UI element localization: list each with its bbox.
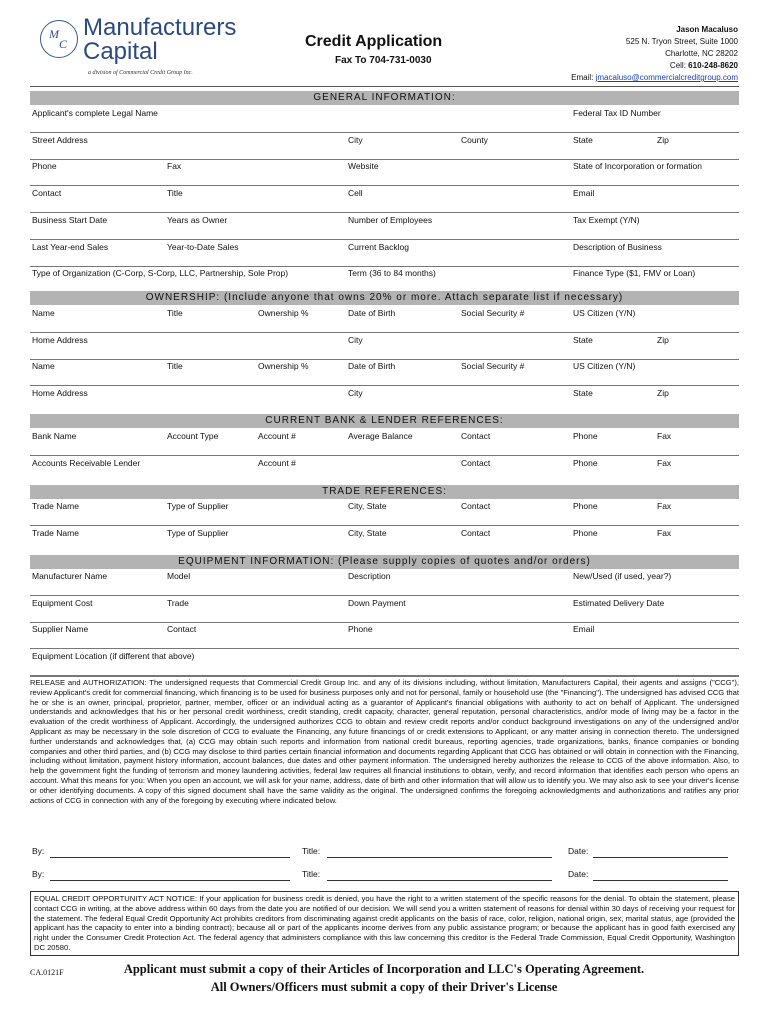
field-label: Trade Name <box>32 527 79 538</box>
general-field-row[interactable] <box>30 186 739 213</box>
bank-field-row[interactable] <box>30 456 739 482</box>
form-code: CA.0121F <box>30 968 64 977</box>
field-label: Equipment Location (if different that above) <box>32 651 195 662</box>
date-field[interactable] <box>593 857 728 858</box>
field-label: US Citizen (Y/N) <box>573 308 636 318</box>
field-label: Name <box>32 308 55 318</box>
contact-name: Jason Macaluso <box>676 25 738 34</box>
title-field[interactable] <box>327 857 552 858</box>
field-label: Home Address <box>32 388 88 399</box>
ownership-field-row[interactable] <box>30 333 739 360</box>
field-label: Account # <box>258 431 296 441</box>
equipment-field-row[interactable] <box>30 649 739 676</box>
logo-subtitle: a division of Commercial Credit Group Inc. <box>88 70 193 76</box>
field-label: State of Incorporation or formation <box>573 161 702 172</box>
section-bank: CURRENT BANK & LENDER REFERENCES: <box>30 414 739 428</box>
field-label: Average Balance <box>348 431 413 441</box>
by-label: By: <box>32 869 45 879</box>
page-title: Credit Application <box>305 33 443 50</box>
date-label: Date: <box>568 869 589 879</box>
field-label: Phone <box>348 624 373 635</box>
field-label: Zip <box>657 134 669 145</box>
ecoa-notice: EQUAL CREDIT OPPORTUNITY ACT NOTICE: If your application for business credit is denied, you have the right to a written statement of the specific reasons for the denial. To obtain the statement, please contact CCG in writing, at the above address within 60 days from the date you are notified of our decision. We will send you a written statement of reasons for denial within 30 days of receiving your request for the statement. The federal Equal Credit Opportunity Act prohibits creditors from discriminating against credit applicants on the basis of race, color, religion, national origin, sex, marital status, age (provided the applicant has the capacity to enter into a binding contract); because all or part of the applicants income derives from any public assistance program; or because the applicant has in good faith exercised any right under the Consumer Credit Protection Act. The federal agency that administers compliance with this law concerning this creditor is the Federal Trade Commission, Equal Credit Opportunity, Washington DC 20580. <box>30 891 739 956</box>
title-field[interactable] <box>327 880 552 881</box>
header-divider <box>30 86 739 87</box>
field-label: Fax <box>657 501 672 511</box>
by-label: By: <box>32 846 45 856</box>
field-label: Email <box>573 624 595 635</box>
date-field[interactable] <box>593 880 728 881</box>
title-label: Title: <box>302 869 321 879</box>
field-label: Contact <box>461 527 491 538</box>
date-label: Date: <box>568 846 589 856</box>
field-label: Contact <box>461 501 491 511</box>
contact-block <box>478 24 738 84</box>
email-label: Email: <box>571 73 594 82</box>
field-label: Ownership % <box>258 308 309 318</box>
field-label: Type of Supplier <box>167 527 229 538</box>
field-label: Fax <box>657 431 672 441</box>
cell-label: Cell: <box>669 61 686 70</box>
general-field-row[interactable] <box>30 240 739 267</box>
footer-notice-1: Applicant must submit a copy of their Articles of Incorporation and LLC's Operating Agreement. <box>123 962 645 976</box>
field-label: Contact <box>461 457 491 468</box>
logo-name-line2: Capital <box>83 38 158 65</box>
field-label: Fax <box>167 161 182 172</box>
field-label: Title <box>167 188 183 199</box>
field-label: Type of Organization (C-Corp, S-Corp, LLC, Partnership, Sole Prop) <box>32 268 289 279</box>
field-label: Bank Name <box>32 431 77 441</box>
field-label: Social Security # <box>461 308 525 318</box>
general-field-row[interactable] <box>30 266 739 292</box>
field-label: State <box>573 134 593 145</box>
field-label: Term (36 to 84 months) <box>348 268 436 279</box>
field-label: Manufacturer Name <box>32 571 108 581</box>
logo-name-line1: Manufacturers <box>83 14 237 41</box>
field-label: City <box>348 334 363 345</box>
field-label: Last Year-end Sales <box>32 241 109 252</box>
field-label: Applicant's complete Legal Name <box>32 108 158 118</box>
signature-line-2 <box>30 869 739 883</box>
field-label: Ownership % <box>258 361 309 372</box>
field-label: Description <box>348 571 391 581</box>
field-label: Years as Owner <box>167 214 228 225</box>
field-label: Supplier Name <box>32 624 89 635</box>
field-label: Contact <box>461 431 491 441</box>
field-label: City <box>348 134 363 145</box>
field-label: State <box>573 388 593 399</box>
email-link[interactable]: jmacaluso@commercialcreditgroup.com <box>595 73 738 82</box>
field-label: City, State <box>348 501 387 511</box>
equipment-field-row[interactable] <box>30 569 739 596</box>
field-label: Description of Business <box>573 241 662 252</box>
field-label: Account # <box>258 457 296 468</box>
field-label: Year-to-Date Sales <box>167 241 239 252</box>
field-label: Name <box>32 361 55 372</box>
section-general: GENERAL INFORMATION: <box>30 91 739 105</box>
contact-cell <box>478 60 738 72</box>
field-label: Contact <box>167 624 197 635</box>
field-label: Type of Supplier <box>167 501 229 511</box>
field-label: Current Backlog <box>348 241 409 252</box>
footer-notice-2: All Owners/Officers must submit a copy of their Driver's License <box>210 980 558 994</box>
field-label: Title <box>167 308 183 318</box>
field-label: US Citizen (Y/N) <box>573 361 636 372</box>
field-label: Trade Name <box>32 501 79 511</box>
ownership-field-row[interactable] <box>30 306 739 333</box>
section-ownership: OWNERSHIP: (Include anyone that owns 20% or more. Attach separate list if necessary) <box>30 291 739 305</box>
field-label: City <box>348 388 363 399</box>
general-field-row[interactable] <box>30 106 739 133</box>
field-label: Title <box>167 361 183 372</box>
field-label: Phone <box>573 457 598 468</box>
section-equipment: EQUIPMENT INFORMATION: (Please supply copies of quotes and/or orders) <box>30 555 739 569</box>
field-label: Phone <box>573 527 598 538</box>
logo-seal-icon <box>40 20 78 58</box>
contact-email <box>478 72 738 84</box>
section-trade: TRADE REFERENCES: <box>30 485 739 499</box>
field-label: Phone <box>573 431 598 441</box>
field-label: State <box>573 334 593 345</box>
contact-address-line1: 525 N. Tryon Street, Suite 1000 <box>625 37 738 46</box>
field-label: Estimated Delivery Date <box>573 597 665 608</box>
field-label: Contact <box>32 188 62 199</box>
general-field-row[interactable] <box>30 213 739 240</box>
ownership-field-row[interactable] <box>30 359 739 386</box>
general-field-row[interactable] <box>30 133 739 160</box>
release-authorization-text: RELEASE and AUTHORIZATION: The undersigned requests that Commercial Credit Group Inc. and any of its divisions including, without limitation, Manufacturers Capital, their agents and assigns ("CCG"), review Applicant's credit for commercial financing, which financing is to be used for business purposes only and not for personal, family or household use (the "Financing"). The undersigned has advised CCG that he or she is an owner, principal, proprietor, partner, member, officer or an individual acting as a guarantor of Applicant's financial obligations with authority to act on behalf of Applicant. The undersigned understands and acknowledges that his or her personal credit worthiness, credit standing, credit capacity, character, general reputation, personal characteristics, and/or mode of living may be a factor in the evaluation of the credit worthiness of Applicant. Accordingly, the undersigned authorizes CCG to obtain and review credit reports and/or conduct background investigations on any of the undersigned and/or Applicant as may be necessary in the sole discretion of CCG to evaluate the Financing, any future financings of or credit extensions to Applicant, or any matter arising in connection thereto. The undersigned further understands and acknowledges that, (a) CCG may obtain such reports and information from national credit bureaus, reporting agencies, trade organizations, banks, finance companies or bonding companies and other third parties, and (b) CCG may disclose to third parties certain financial information and documents regarding Applicant that CCG has obtained or will obtain in connection with the Financing, including without limitation, payment history information, account balances, due dates and other payment information. The undersigned hereby authorizes the release to CCG of the above information. Also, to help the government fight the funding of terrorism and money laundering activities, federal law requires all financial institutions to obtain, verify, and record information that identifies each person who opens an account. What this means for you: When you open an account, we will ask for your name, address, date of birth and other information that will allow us to identify you. We may also ask to see your driver's license or other identifying documents. A copy of this signed document shall have the same validity as the original. The undersigned confirms the foregoing acknowledgments and authorizations and ratifies any prior actions of CCG in connection with any of the foregoing by executing where indicated below. <box>30 678 739 805</box>
field-label: Social Security # <box>461 361 525 372</box>
ownership-field-row[interactable] <box>30 386 739 412</box>
by-field[interactable] <box>50 880 290 881</box>
fax-number: Fax To 704-731-0030 <box>335 55 432 66</box>
field-label: Number of Employees <box>348 214 433 225</box>
field-label: Street Address <box>32 134 88 145</box>
by-field[interactable] <box>50 857 290 858</box>
field-label: County <box>461 134 488 145</box>
trade-field-row[interactable] <box>30 526 739 552</box>
field-label: Date of Birth <box>348 361 396 372</box>
field-label: Home Address <box>32 334 88 345</box>
field-label: Fax <box>657 527 672 538</box>
cell-number: 610-248-8620 <box>688 61 738 70</box>
field-label: Business Start Date <box>32 214 108 225</box>
general-field-row[interactable] <box>30 159 739 186</box>
signature-line-1 <box>30 846 739 860</box>
title-label: Title: <box>302 846 321 856</box>
field-label: Finance Type ($1, FMV or Loan) <box>573 268 696 279</box>
field-label: Down Payment <box>348 597 406 608</box>
equipment-field-row[interactable] <box>30 622 739 649</box>
company-logo-name <box>83 16 236 64</box>
logo-monogram-c: C <box>59 37 68 51</box>
field-label: Phone <box>573 501 598 511</box>
bank-field-row[interactable] <box>30 429 739 456</box>
logo-monogram-m: M <box>49 27 59 41</box>
field-label: Email <box>573 188 595 199</box>
field-label: Account Type <box>167 431 219 441</box>
field-label: Zip <box>657 334 669 345</box>
field-label: Model <box>167 571 191 581</box>
trade-field-row[interactable] <box>30 499 739 526</box>
field-label: Trade <box>167 597 189 608</box>
field-label: Federal Tax ID Number <box>573 108 661 118</box>
field-label: Phone <box>32 161 57 172</box>
field-label: Fax <box>657 457 672 468</box>
field-label: Accounts Receivable Lender <box>32 457 141 468</box>
field-label: Date of Birth <box>348 308 396 318</box>
field-label: Zip <box>657 388 669 399</box>
field-label: Equipment Cost <box>32 597 93 608</box>
field-label: City, State <box>348 527 387 538</box>
contact-address-line2: Charlotte, NC 28202 <box>665 49 738 58</box>
field-label: Cell <box>348 188 363 199</box>
field-label: Website <box>348 161 379 172</box>
field-label: New/Used (if used, year?) <box>573 571 672 581</box>
equipment-field-row[interactable] <box>30 596 739 623</box>
field-label: Tax Exempt (Y/N) <box>573 214 640 225</box>
